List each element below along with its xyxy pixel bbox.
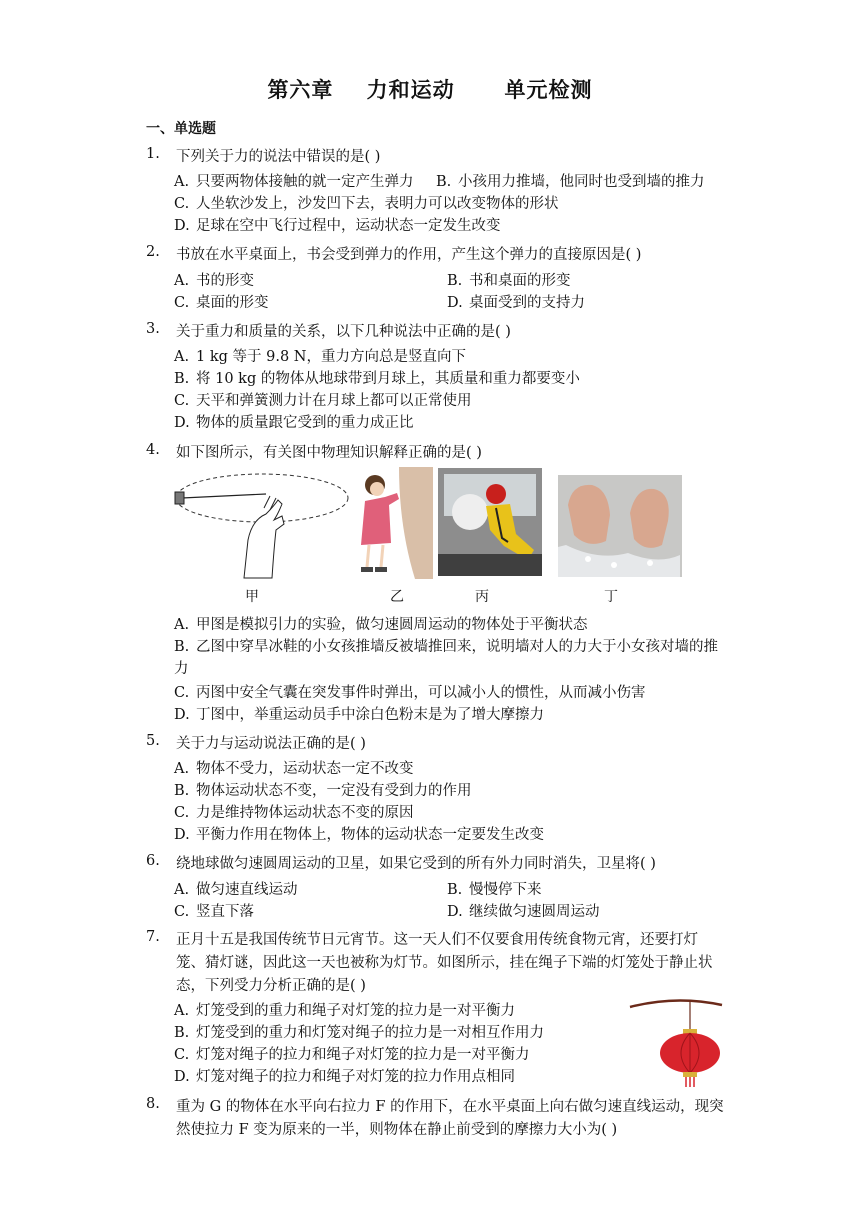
figure-caption-yi: 乙 <box>390 589 404 605</box>
option-3b: B. 将 10 kg 的物体从地球带到月球上，其质量和重力都要变小 <box>174 371 580 387</box>
option-3c: C. 天平和弹簧测力计在月球上都可以正常使用 <box>174 393 472 409</box>
question-number: 8. <box>146 1096 160 1112</box>
option-4d: D. 丁图中，举重运动员手中涂白色粉末是为了增大摩擦力 <box>174 707 544 723</box>
figure-jia-image <box>174 468 354 580</box>
option-6a: A. 做匀速直线运动 <box>174 882 298 898</box>
figure-caption-jia: 甲 <box>245 589 259 605</box>
option-7b: B. 灯笼受到的重力和灯笼对绳子的拉力是一对相互作用力 <box>174 1025 544 1041</box>
question-text: 如下图所示，有关图中物理知识解释正确的是( ) <box>176 445 482 461</box>
question-number: 1. <box>146 146 160 162</box>
option-2a: A. 书的形变 <box>174 273 254 289</box>
figure-bing-image <box>438 468 542 576</box>
option-4b: B. 乙图中穿旱冰鞋的小女孩推墙反被墙推回来，说明墙对人的力大于小女孩对墙的推力 <box>174 639 718 677</box>
question-text: 关于重力和质量的关系，以下几种说法中正确的是( ) <box>176 324 511 340</box>
option-1d: D. 足球在空中飞行过程中，运动状态一定发生改变 <box>174 218 501 234</box>
figure-caption-bing: 丙 <box>475 589 489 605</box>
question-text: 下列关于力的说法中错误的是( ) <box>176 149 381 165</box>
question-text: 绕地球做匀速圆周运动的卫星，如果它受到的所有外力同时消失，卫星将( ) <box>176 856 656 872</box>
question-text: 书放在水平桌面上，书会受到弹力的作用，产生这个弹力的直接原因是( ) <box>176 247 642 263</box>
option-7a: A. 灯笼受到的重力和绳子对灯笼的拉力是一对平衡力 <box>174 1003 515 1019</box>
option-3d: D. 物体的质量跟它受到的重力成正比 <box>174 415 414 431</box>
option-1a: A. 只要两物体接触的就一定产生弹力 <box>174 174 414 190</box>
question-text: 重为 G 的物体在水平向右拉力 F 的作用下，在水平桌面上向右做匀速直线运动，现突然使拉力 F 变为原来的一半，则物体在静止前受到的摩擦力大小为( ) <box>176 1099 724 1138</box>
option-2c: C. 桌面的形变 <box>174 295 269 311</box>
question-number: 5. <box>146 733 160 749</box>
option-4a: A. 甲图是模拟引力的实验，做匀速圆周运动的物体处于平衡状态 <box>174 617 588 633</box>
option-3a: A. 1 kg 等于 9.8 N，重力方向总是竖直向下 <box>174 349 466 365</box>
option-6d: D. 继续做匀速圆周运动 <box>447 904 600 920</box>
question-text: 关于力与运动说法正确的是( ) <box>176 736 366 752</box>
option-6b: B. 慢慢停下来 <box>447 882 542 898</box>
option-5b: B. 物体运动状态不变，一定没有受到力的作用 <box>174 783 472 799</box>
question-number: 7. <box>146 929 160 945</box>
option-1c: C. 人坐软沙发上，沙发凹下去，表明力可以改变物体的形状 <box>174 196 559 212</box>
option-5c: C. 力是维持物体运动状态不变的原因 <box>174 805 414 821</box>
figure-ding-image <box>558 475 682 577</box>
figure-caption-ding: 丁 <box>604 589 618 605</box>
option-2d: D. 桌面受到的支持力 <box>447 295 585 311</box>
lantern-image <box>628 995 724 1087</box>
option-1b: B. 小孩用力推墙，他同时也受到墙的推力 <box>436 174 705 190</box>
option-5d: D. 平衡力作用在物体上，物体的运动状态一定要发生改变 <box>174 827 544 843</box>
question-number: 6. <box>146 853 160 869</box>
section-heading: 一、单选题 <box>146 121 216 137</box>
option-5a: A. 物体不受力，运动状态一定不改变 <box>174 761 414 777</box>
question-number: 3. <box>146 321 160 337</box>
option-6c: C. 竖直下落 <box>174 904 254 920</box>
question-number: 2. <box>146 244 160 260</box>
question-number: 4. <box>146 442 160 458</box>
option-2b: B. 书和桌面的形变 <box>447 273 571 289</box>
option-7c: C. 灯笼对绳子的拉力和绳子对灯笼的拉力是一对平衡力 <box>174 1047 530 1063</box>
page-title: 第六章 力和运动 单元检测 <box>267 78 593 102</box>
figure-yi-image <box>355 467 433 579</box>
option-7d: D. 灯笼对绳子的拉力和绳子对灯笼的拉力作用点相同 <box>174 1069 515 1085</box>
question-text: 正月十五是我国传统节日元宵节。这一天人们不仅要食用传统食物元宵，还要打灯笼、猜灯谜，因此这一天也被称为灯节。如图所示，挂在绳子下端的灯笼处于静止状态，下列受力分析正确的是( ) <box>176 932 713 994</box>
option-4c: C. 丙图中安全气囊在突发事件时弹出，可以减小人的惯性，从而减小伤害 <box>174 685 646 701</box>
